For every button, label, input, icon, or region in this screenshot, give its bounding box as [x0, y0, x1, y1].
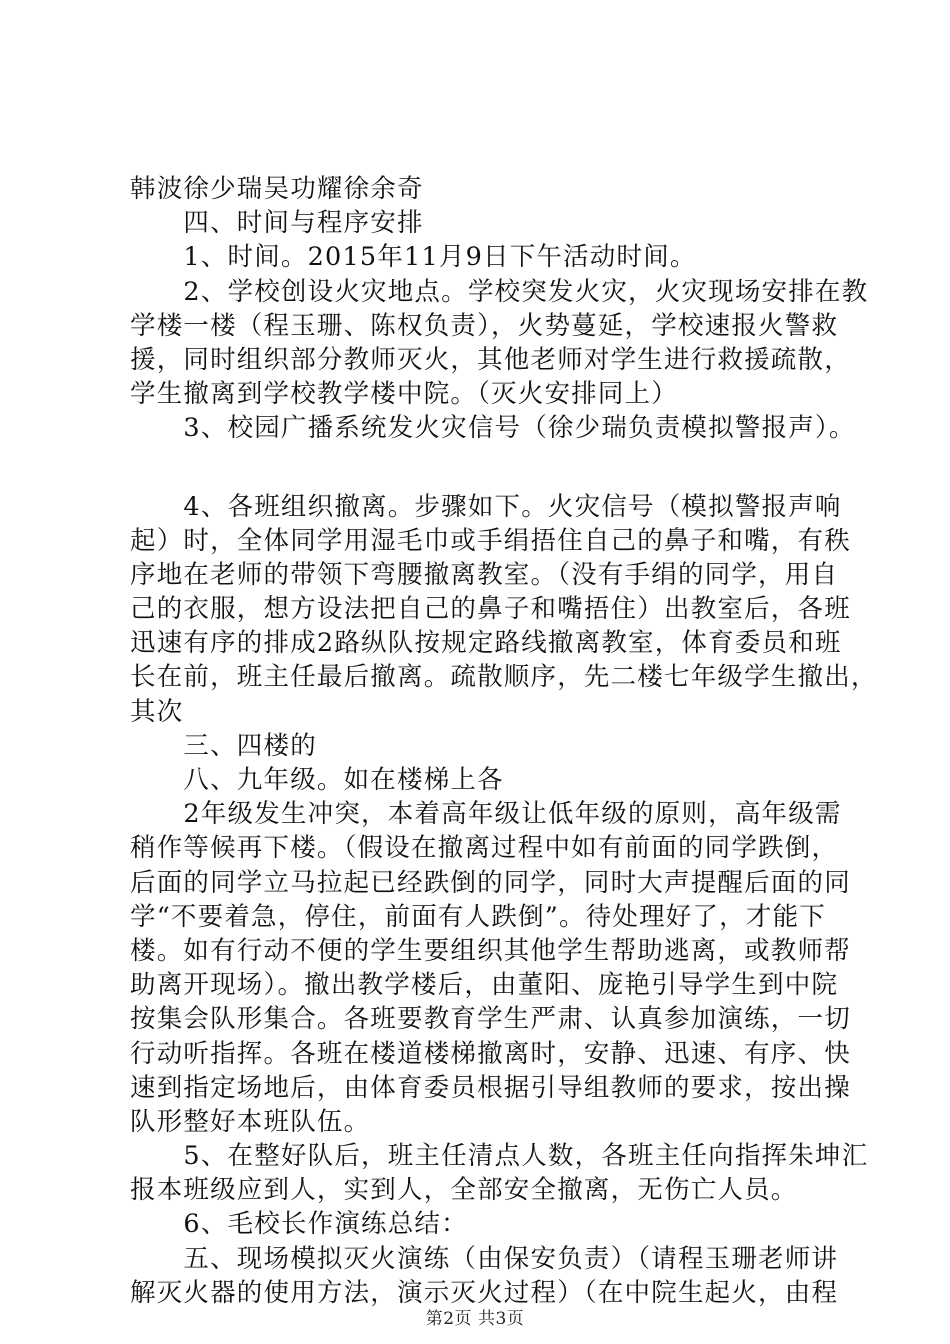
paragraph-line: 6、毛校长作演练总结： [130, 1209, 468, 1240]
paragraph-line: 5、在整好队后，班主任清点人数，各班主任向指挥朱坤汇 [130, 1141, 869, 1172]
paragraph-line: 援，同时组织部分教师灭火，其他老师对学生进行救援疏散， [130, 344, 851, 375]
paragraph-line: 队形整好本班队伍。 [130, 1106, 371, 1137]
page-number: 第2页 共3页 [425, 1309, 525, 1329]
paragraph-line: 报本班级应到人，实到人，全部安全撤离，无伤亡人员。 [130, 1175, 798, 1206]
paragraph-line: 起）时，全体同学用湿毛巾或手绢捂住自己的鼻子和嘴，有秩 [130, 525, 851, 556]
paragraph-line: 己的衣服，想方设法把自己的鼻子和嘴捂住）出教室后，各班 [130, 594, 851, 625]
paragraph-line: 3、校园广播系统发火灾信号（徐少瑞负责模拟警报声）。 [130, 413, 856, 444]
paragraph-line: 2年级发生冲突，本着高年级让低年级的原则，高年级需 [130, 799, 842, 830]
paragraph-line: 八、九年级。如在楼梯上各 [130, 765, 504, 795]
paragraph-line: 序地在老师的带领下弯腰撤离教室。（没有手绢的同学，用自 [130, 559, 839, 590]
paragraph-line: 1、时间。2015年11月9日下午活动时间。 [130, 242, 697, 273]
section-heading: 三、四楼的 [130, 730, 317, 761]
paragraph-line: 其次 [130, 696, 184, 727]
paragraph-line: 迅速有序的排成2路纵队按规定路线撤离教室，体育委员和班 [130, 628, 842, 659]
document-body [130, 172, 878, 1310]
paragraph-line: 韩波徐少瑞吴功耀徐余奇 [130, 174, 424, 204]
paragraph-line: 楼。如有行动不便的学生要组织其他学生帮助逃离，或教师帮 [130, 935, 851, 966]
section-heading: 四、时间与程序安排 [130, 208, 424, 239]
paragraph-gap [130, 446, 840, 490]
paragraph-line: 助离开现场）。撤出教学楼后，由董阳、庞艳引导学生到中院 [130, 970, 839, 1001]
paragraph-line: 4、各班组织撤离。步骤如下。火灾信号（模拟警报声响 [130, 491, 842, 522]
paragraph-line: 稍作等候再下楼。（假设在撤离过程中如有前面的同学跌倒， [130, 833, 839, 864]
section-heading: 五、现场模拟灭火演练（由保安负责）（请程玉珊老师讲 [130, 1243, 839, 1274]
paragraph-line: 学生撤离到学校教学楼中院。（灭火安排同上） [130, 379, 678, 410]
paragraph-line: 按集会队形集合。各班要教育学生严肃、认真参加演练，一切 [130, 1004, 851, 1035]
paragraph-line: 学楼一楼（程玉珊、陈权负责），火势蔓延，学校速报火警救 [130, 310, 839, 341]
paragraph-line: 速到指定场地后，由体育委员根据引导组教师的要求，按出操 [130, 1072, 851, 1103]
page-footer [0, 1304, 950, 1329]
paragraph-line: 后面的同学立马拉起已经跌倒的同学，同时大声提醒后面的同 [130, 867, 851, 898]
paragraph-line: 2、学校创设火灾地点。学校突发火灾，火灾现场安排在教 [130, 276, 869, 307]
paragraph-line: 长在前，班主任最后撤离。疏散顺序，先二楼七年级学生撤出， [130, 662, 878, 693]
paragraph-line: 学“不要着急，停住，前面有人跌倒”。待处理好了，才能下 [130, 901, 826, 932]
paragraph-line: 行动听指挥。各班在楼道楼梯撤离时，安静、迅速、有序、快 [130, 1038, 851, 1069]
paragraph-line: 解灭火器的使用方法，演示灭火过程）（在中院生起火，由程 [130, 1277, 839, 1308]
